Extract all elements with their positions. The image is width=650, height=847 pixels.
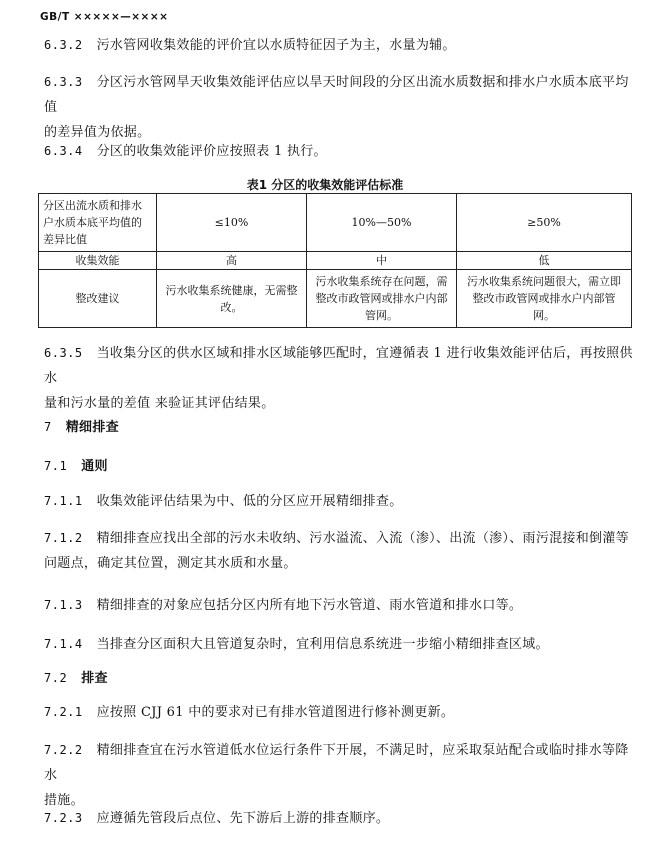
clause-number: 7.2.3 (44, 811, 83, 825)
clause-text: 收集效能评估结果为中、低的分区应开展精细排查。 (96, 494, 403, 509)
clause-7-1-2 (44, 526, 634, 576)
table-cell-label: 收集效能 (39, 252, 157, 270)
table-header-col3: ≥50% (457, 194, 632, 252)
clause-7-1-1 (44, 489, 634, 514)
clause-number: 6.3.2 (44, 38, 83, 52)
section-title: 排查 (81, 671, 108, 686)
clause-number: 6.3.3 (44, 75, 83, 89)
table-row-efficiency (39, 252, 632, 270)
table-header-row (39, 194, 632, 252)
clause-7-2-1 (44, 700, 634, 725)
clause-6-3-4 (44, 139, 634, 164)
table-caption: 表1 分区的收集效能评估标准 (246, 178, 404, 192)
clause-6-3-5 (44, 341, 634, 416)
table-cell: 低 (457, 252, 632, 270)
clause-text-line1: 当收集分区的供水区域和排水区域能够匹配时，宜遵循表 1 进行收集效能评估后，再按照供水 (44, 346, 633, 386)
clause-text-line2: 措施。 (44, 793, 84, 808)
table-header-col1: ≤10% (157, 194, 307, 252)
clause-text: 精细排查的对象应包括分区内所有地下污水管道、雨水管道和排水口等。 (96, 598, 523, 613)
clause-text: 污水管网收集效能的评价宜以水质特征因子为主，水量为辅。 (96, 38, 456, 53)
section-title: 精细排查 (65, 420, 119, 435)
clause-text-line2: 量和污水量的差值 来验证其评估结果。 (44, 396, 275, 411)
clause-number: 7.1.1 (44, 494, 83, 508)
section-number: 7.2 (44, 671, 68, 685)
clause-6-3-2 (44, 33, 634, 58)
table-cell: 污水收集系统存在问题，需 整改市政管网或排水户内部 管网。 (307, 270, 457, 328)
clause-text-line2: 的差异值为依据。 (44, 125, 151, 140)
clause-text: 分区的收集效能评价应按照表 1 执行。 (96, 144, 327, 159)
section-7-heading (44, 415, 634, 440)
table-cell: 中 (307, 252, 457, 270)
clause-7-2-2 (44, 738, 634, 813)
table-header-label-cell: 分区出流水质和排水 户水质本底平均值的 差异比值 (39, 194, 157, 252)
table-cell: 污水收集系统问题很大，需立即 整改市政管网或排水户内部管 网。 (457, 270, 632, 328)
document-code-header: GB/T ×××××—×××× (40, 11, 169, 23)
clause-number: 7.1.3 (44, 598, 83, 612)
clause-number: 7.1.2 (44, 531, 83, 545)
efficiency-evaluation-table (38, 193, 632, 328)
section-number: 7.1 (44, 459, 68, 473)
clause-7-1-3 (44, 593, 634, 618)
table-cell: 污水收集系统健康，无需整 改。 (157, 270, 307, 328)
clause-number: 6.3.4 (44, 144, 83, 158)
clause-7-1-4 (44, 632, 634, 657)
clause-number: 7.2.2 (44, 743, 83, 757)
clause-6-3-3 (44, 70, 634, 145)
clause-7-2-3 (44, 806, 634, 831)
clause-number: 7.1.4 (44, 637, 83, 651)
table-row-advice (39, 270, 632, 328)
table-header-col2: 10%—50% (307, 194, 457, 252)
clause-number: 7.2.1 (44, 705, 83, 719)
section-title: 通则 (81, 459, 108, 474)
clause-text-line1: 分区污水管网旱天收集效能评估应以旱天时间段的分区出流水质数据和排水户水质本底平均值 (44, 75, 629, 115)
clause-text-line1: 精细排查应找出全部的污水未收纳、污水溢流、入流（渗）、出流（渗）、雨污混接和倒灌等 (96, 531, 629, 546)
section-7-2-heading (44, 666, 634, 691)
section-7-1-heading (44, 454, 634, 479)
clause-text-line2: 问题点，确定其位置，测定其水质和水量。 (44, 556, 297, 571)
clause-text-line1: 精细排查宜在污水管道低水位运行条件下开展，不满足时，应采取泵站配合或临时排水等降水 (44, 743, 629, 783)
clause-number: 6.3.5 (44, 346, 83, 360)
table-cell: 高 (157, 252, 307, 270)
section-number: 7 (44, 420, 52, 434)
clause-text: 应遵循先管段后点位、先下游后上游的排查顺序。 (96, 811, 390, 826)
table-cell-label: 整改建议 (39, 270, 157, 328)
clause-text: 当排查分区面积大且管道复杂时，宜利用信息系统进一步缩小精细排查区域。 (96, 637, 549, 652)
clause-text: 应按照 CJJ 61 中的要求对已有排水管道图进行修补测更新。 (96, 705, 455, 720)
